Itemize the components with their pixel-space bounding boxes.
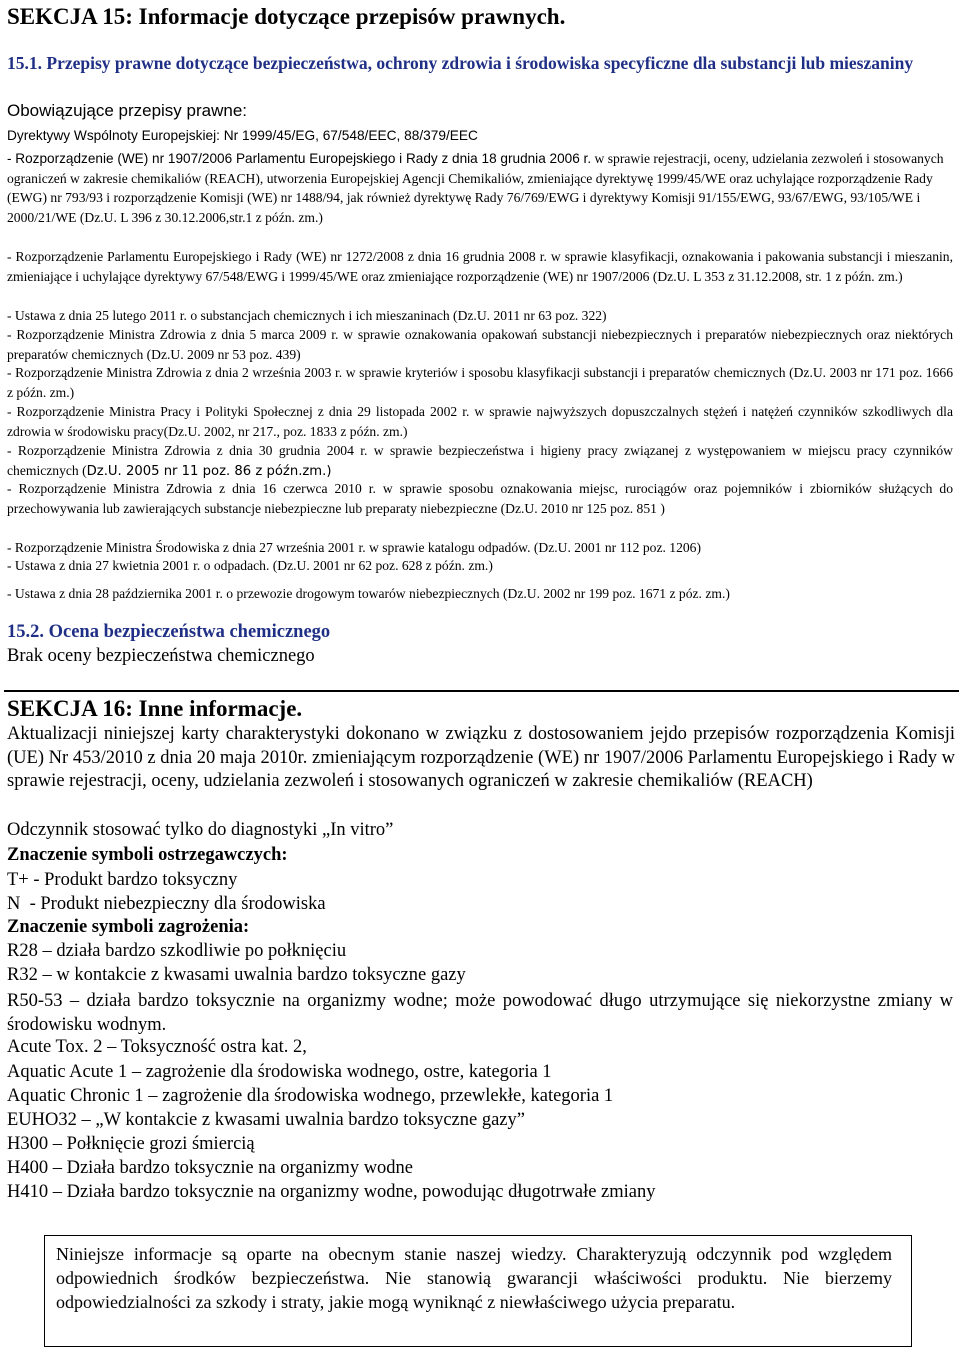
warning-symbol-line: T+ - Produkt bardzo toksyczny (7, 870, 238, 890)
regulation-item: - Ustawa z dnia 25 lutego 2011 r. o substancjach chemicznych i ich mieszaninach (Dz.U. 2011 nr 63 poz. 322) (7, 308, 607, 323)
section-15-title: SEKCJA 15: Informacje dotyczące przepisów prawnych. (7, 4, 566, 29)
hazard-line: H300 – Połknięcie grozi śmiercią (7, 1134, 255, 1154)
safety-assessment-text: Brak oceny bezpieczeństwa chemicznego (7, 646, 315, 666)
hazard-line: R28 – działa bardzo szkodliwie po połknięciu (7, 941, 347, 961)
hazard-line: H400 – Działa bardzo toksycznie na organizmy wodne (7, 1158, 414, 1178)
regulation-lead: - Rozporządzenie (WE) nr 1907/2006 Parlamentu Europejskiego i Rady z dnia 18 grudnia 2006 r. (7, 151, 592, 166)
regulation-citation: Dz.U. 2005 nr 11 poz. 86 z późn.zm.) (86, 463, 332, 479)
eu-directives-line: Dyrektywy Wspólnoty Europejskiej: Nr 1999/45/EG, 67/548/EEC, 88/379/EEC (7, 128, 478, 143)
warning-symbols-heading: Znaczenie symboli ostrzegawczych: (7, 845, 288, 865)
hazard-line: H410 – Działa bardzo toksycznie na organizmy wodne, powodując długotrwałe zmiany (7, 1182, 656, 1202)
hazard-line: R50-53 – działa bardzo toksycznie na organizmy wodne; może powodować długo utrzymujące się niekorzystne zmiany w środowisku wodnym. (7, 991, 953, 1035)
regulation-item (7, 149, 953, 227)
regulation-item: - Ustawa z dnia 28 października 2001 r. o przewozie drogowym towarów niebezpiecznych (Dz.U. 2002 nr 199 poz. 1671 z póz. zm.) (7, 586, 730, 601)
section-15-1-heading: 15.1. Przepisy prawne dotyczące bezpieczeństwa, ochrony zdrowia i środowiska specyficzne dla substancji lub mieszaniny (7, 53, 914, 73)
regulation-item: - Rozporządzenie Ministra Pracy i Polityki Społecznej z dnia 29 listopada 2002 r. w sprawie najwyższych dopuszczalnych stężeń i natężeń czynników szkodliwych dla zdrowia w środowisku pracy(Dz.U. 2002, nr 217., poz. 1833 z późn. zm.) (7, 404, 953, 439)
regulation-item (7, 441, 953, 481)
regulation-item: - Rozporządzenie Ministra Zdrowia z dnia 5 marca 2009 r. w sprawie oznakowania opakowań substancji niebezpiecznych i preparatów niebezpiecznych oraz niektórych preparatów chemicznych (Dz.U. 2009 nr 53 poz. 439) (7, 327, 953, 362)
regulation-item: - Rozporządzenie Ministra Zdrowia z dnia 16 czerwca 2010 r. w sprawie sposobu oznakowania miejsc, rurociągów oraz pojemników i zbiorników służących do przechowywania lub zawierających substancje niebezpieczne lub preparaty niebezpieczne (Dz.U. 2010 nr 125 poz. 851 ) (7, 481, 953, 516)
hazard-line: Acute Tox. 2 – Toksyczność ostra kat. 2, (7, 1037, 307, 1057)
regulation-item: - Rozporządzenie Ministra Środowiska z dnia 27 września 2001 r. w sprawie katalogu odpadów. (Dz.U. 2001 nr 112 poz. 1206) (7, 540, 701, 555)
regulation-text: - Rozporządzenie Ministra Zdrowia z dnia 30 grudnia 2004 r. w sprawie bezpieczeństwa i higieny pracy związanej z występowaniem w miejscu pracy czynników chemicznych ( (7, 443, 953, 478)
regulation-text: w sprawie rejestracji, oceny, udzielania zezwoleń i stosowanych ograniczeń w zakresie chemikaliów (REACH), utworzenia Europejskiej Agencji Chemikaliów, zmieniające dyrektywę 1999/45/WE oraz uchylające rozporządzenie Rady (EWG) nr 793/93 i rozporządzenie Komisji (WE) nr 1488/94, jak również dyrektywę Rady 76/769/EWG i dyrektywy Komisji 91/155/EWG, 93/67/EWG, 93/105/WE i 2000/21/WE (Dz.U. L 396 z 30.12.2006,str.1 z późn. zm.) (7, 151, 944, 225)
reagent-note: Odczynnik stosować tylko do diagnostyki „In vitro” (7, 820, 394, 840)
update-paragraph: Aktualizacji niniejszej karty charakterystyki dokonano w związku z dostosowaniem jejdo przepisów rozporządzenia Komisji (UE) Nr 453/2010 z dnia 20 maja 2010r. zmieniającym rozporządzenie (WE) nr 1907/2006 Parlamentu Europejskiego i Rady w sprawie rejestracji, oceny, udzielania zezwoleń i stosowanych ograniczeń w zakresie chemikaliów (REACH) (7, 724, 955, 791)
hazard-line: Aquatic Chronic 1 – zagrożenie dla środowiska wodnego, przewlekłe, kategoria 1 (7, 1086, 614, 1106)
section-divider (4, 690, 959, 692)
regulation-item: - Rozporządzenie Ministra Zdrowia z dnia 2 września 2003 r. w sprawie kryteriów i sposobu klasyfikacji substancji i preparatów chemicznych (Dz.U. 2003 nr 171 poz. 1666 z późn. zm.) (7, 365, 953, 400)
hazard-line: EUHO32 – „W kontakcie z kwasami uwalnia bardzo toksyczne gazy” (7, 1110, 525, 1130)
hazard-symbols-heading: Znaczenie symboli zagrożenia: (7, 917, 250, 937)
disclaimer-text: Niniejsze informacje są oparte na obecnym stanie naszej wiedzy. Charakteryzują odczynnik pod względem odpowiednich środków bezpieczeństwa. Nie stanowią gwarancji właściwości produktu. Nie bierzemy odpowiedzialności za szkody i straty, jakie mogą wyniknąć z niewłaściwego użycia preparatu. (56, 1244, 892, 1312)
regulation-item: - Ustawa z dnia 27 kwietnia 2001 r. o odpadach. (Dz.U. 2001 nr 62 poz. 628 z późn. zm.) (7, 558, 493, 573)
regulation-item: - Rozporządzenie Parlamentu Europejskiego i Rady (WE) nr 1272/2008 z dnia 16 grudnia 2008 r. w sprawie klasyfikacji, oznakowania i pakowania substancji i mieszanin, zmieniające i uchylające dyrektywy 67/548/EWG i 1999/45/WE oraz zmieniające rozporządzenie (WE) nr 1907/2006 (Dz.U. L 353 z 31.12.2008, str. 1 z późn. zm.) (7, 249, 953, 284)
warning-symbol-line: N - Produkt niebezpieczny dla środowiska (7, 894, 326, 914)
section-16-title: SEKCJA 16: Inne informacje. (7, 696, 303, 721)
hazard-line: R32 – w kontakcie z kwasami uwalnia bardzo toksyczne gazy (7, 965, 466, 985)
regulations-intro: Obowiązujące przepisy prawne: (7, 101, 248, 120)
hazard-line: Aquatic Acute 1 – zagrożenie dla środowiska wodnego, ostre, kategoria 1 (7, 1062, 552, 1082)
section-15-2-heading: 15.2. Ocena bezpieczeństwa chemicznego (7, 622, 331, 642)
